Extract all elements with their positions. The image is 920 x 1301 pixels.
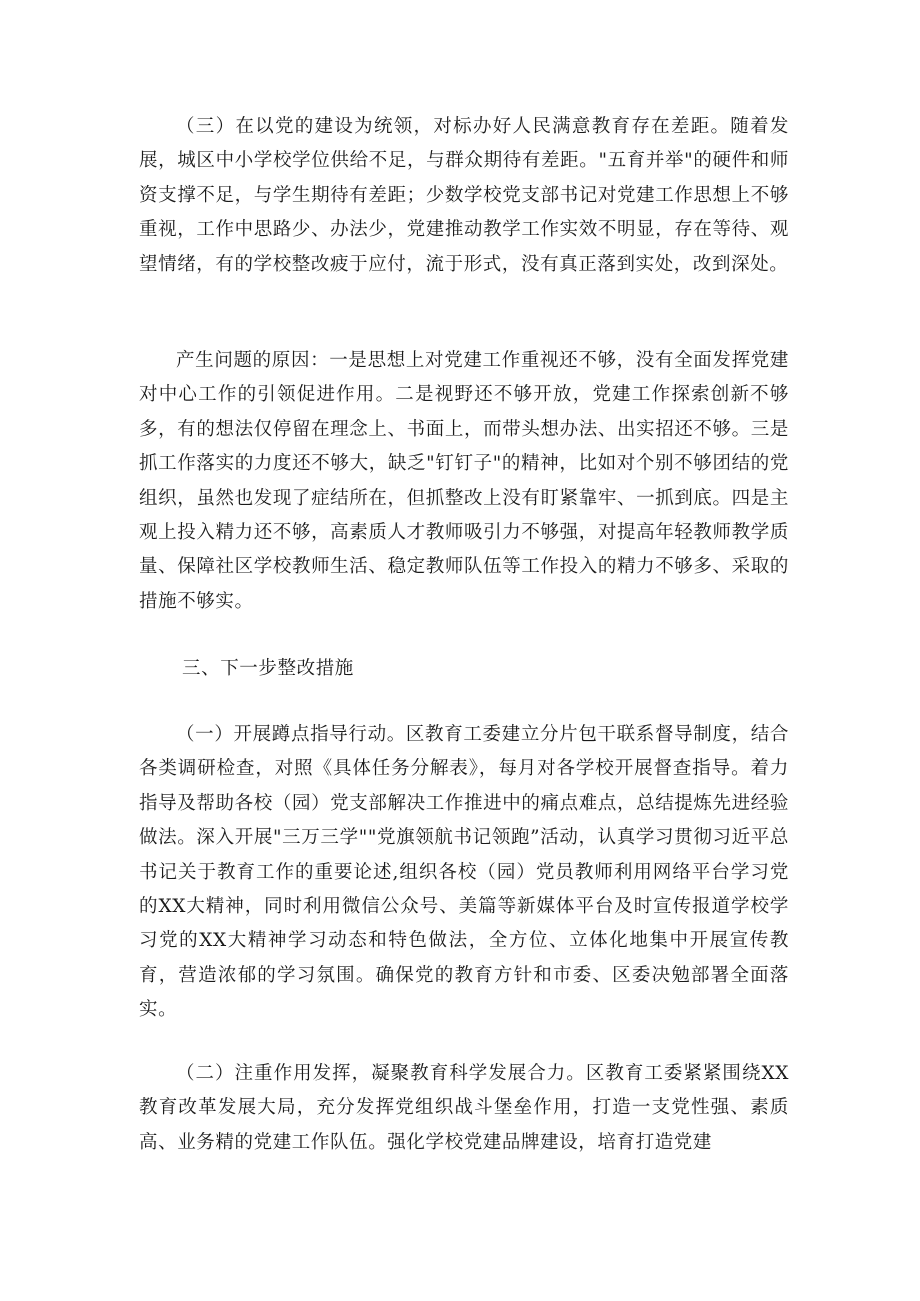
paragraph-problem-causes: 产生问题的原因：一是思想上对党建工作重视还不够，没有全面发挥党建对中心工作的引领促进作用。二是视野还不够开放，党建工作探索创新不够多，有的想法仅停留在理念上、书面上，而带头想办法、出实招还不够。三是抓工作落实的力度还不够大，缺乏"钉钉子"的精神，比如对个别不够团结的党组织，虽然也发现了症结所在，但抓整改上没有盯紧靠牢、一抓到底。四是主观上投入精力还不够，高素质人才教师吸引力不够强，对提高年轻教师教学质量、保障社区学校教师生活、稳定教师队伍等工作投入的精力不够多、采取的措施不够实。 — [139, 350, 789, 612]
paragraph-gap-description: （三）在以党的建设为统领，对标办好人民满意教育存在差距。随着发展，城区中小学校学位供给不足，与群众期待有差距。"五育并举"的硬件和师资支撑不足，与学生期待有差距；少数学校党支部书记对党建工作思想上不够重视，工作中思路少、办法少，党建推动教学工作实效不明显，存在等待、观望情绪，有的学校整改疲于应付，流于形式，没有真正落到实处，改到深处。 — [139, 116, 789, 275]
paragraph-measure-1: （一）开展蹲点指导行动。区教育工委建立分片包干联系督导制度，结合各类调研检查，对照《具体任务分解表》，每月对各学校开展督查指导。着力指导及帮助各校（园）党支部解决工作推进中的痛点难点，总结提炼先进经验做法。深入开展"三万三学""党旗领航书记领跑”活动，认真学习贯彻习近平总书记关于教育工作的重要论述,组织各校（园）党员教师利用网络平台学习党的XX大精神，同时利用微信公众号、美篇等新媒体平台及时宣传报道学校学习党的XX大精神学习动态和特色做法，全方位、立体化地集中开展宣传教育，营造浓郁的学习氛围。确保党的教育方针和市委、区委决勉部署全面落实。 — [139, 724, 789, 1021]
paragraph-measure-2: （二）注重作用发挥，凝聚教育科学发展合力。区教育工委紧紧围绕XX教育改革发展大局，充分发挥党组织战斗堡垒作用，打造一支党性强、素质高、业务精的党建工作队伍。强化学校党建品牌建设，培育打造党建 — [139, 1063, 789, 1153]
section-heading: 三、下一步整改措施 — [182, 658, 354, 679]
